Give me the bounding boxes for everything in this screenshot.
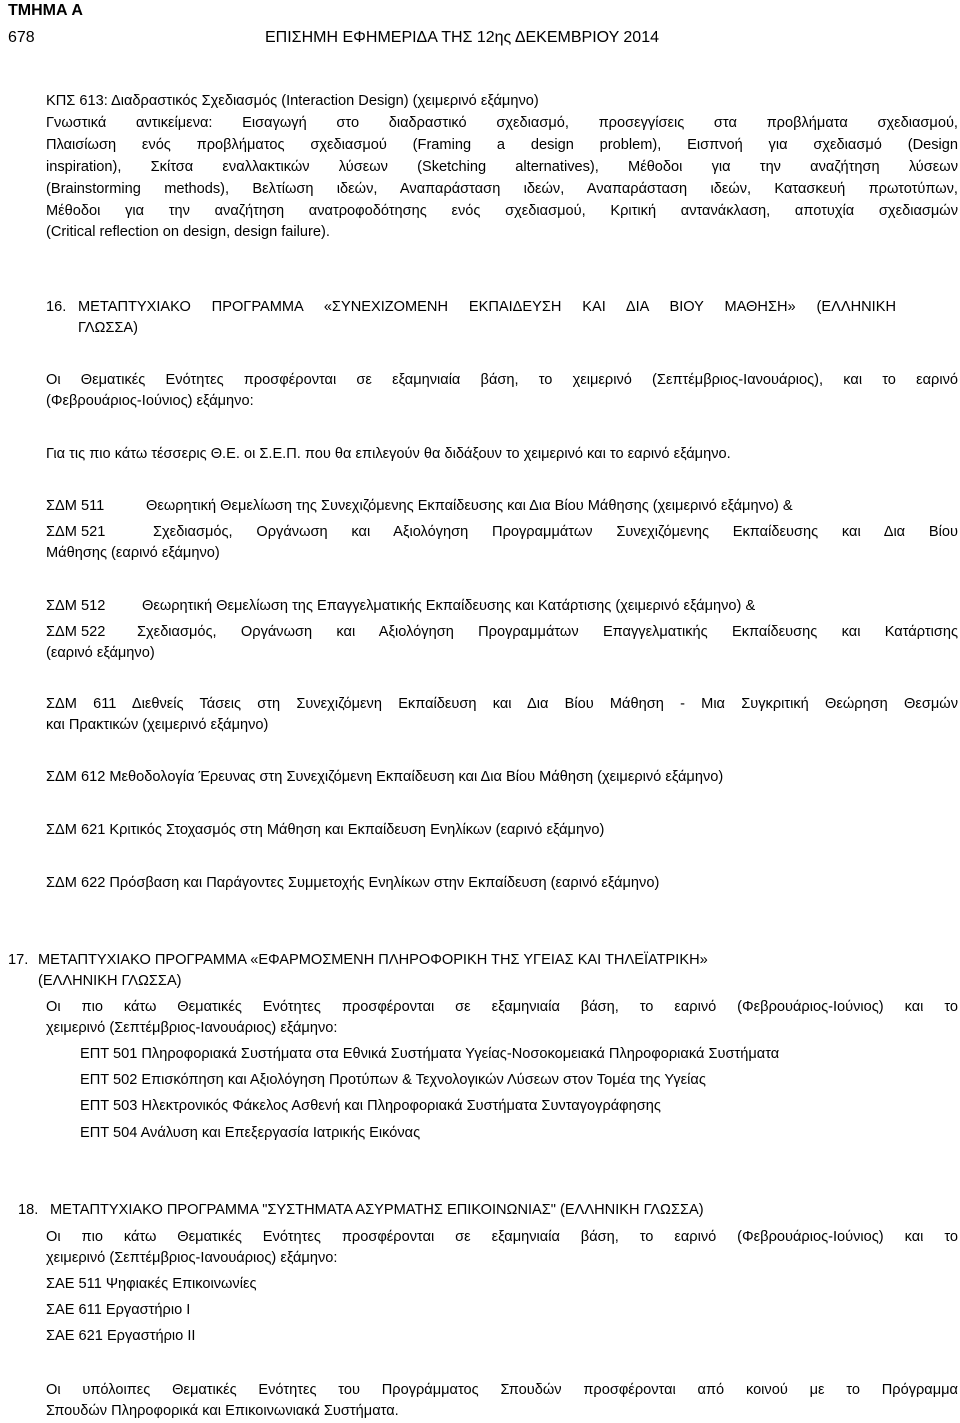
page-number: 678 xyxy=(8,29,35,46)
course-item: ΣΔΜ 622 Πρόσβαση και Παράγοντες Συμμετοχής Ενηλίκων στην Εκπαίδευση (εαρινό εξάμηνο) xyxy=(46,875,660,891)
course-item-cont: και Πρακτικών (χειμερινό εξάμηνο) xyxy=(46,717,269,733)
section-note: Για τις πιο κάτω τέσσερις Θ.Ε. οι Σ.Ε.Π. που θα επιλεγούν θα διδάξουν το χειμερινό και το εαρινό εξάμηνο. xyxy=(46,446,731,462)
course-code: ΣΔΜ 522 xyxy=(46,624,106,640)
section-intro: Οι πιο κάτω Θεματικές Ενότητες προσφέρονται σε εξαμηνιαία βάση, το εαρινό (Φεβρουάριος-Ιούνιος) και το xyxy=(46,999,958,1015)
section-title-line: ΜΕΤΑΠΤΥΧΙΑΚΟ ΠΡΟΓΡΑΜΜΑ «ΣΥΝΕΧΙΖΟΜΕΝΗ ΕΚΠΑΙΔΕΥΣΗ ΚΑΙ ΔΙΑ ΒΙΟΥ ΜΑΘΗΣΗ» (ΕΛΛΗΝΙΚΗ xyxy=(78,299,896,315)
section-number: 18. xyxy=(18,1202,39,1218)
section-number: 16. xyxy=(46,299,67,315)
kps613-line: inspiration), Σκίτσα εναλλακτικών λύσεων (Sketching alternatives), Μέθοδοι για την αναζήτηση λύσεων xyxy=(46,159,958,175)
course-code: ΣΔΜ 521 xyxy=(46,524,106,540)
section-intro: χειμερινό (Σεπτέμβριος-Ιανουάριος) εξάμηνο: xyxy=(46,1250,338,1266)
course-item: ΣΔΜ 612 Μεθοδολογία Έρευνας στη Συνεχιζόμενη Εκπαίδευση και Δια Βίου Μάθηση (χειμερινό εξάμηνο) xyxy=(46,769,724,785)
course-text-cont: Μάθησης (εαρινό εξάμηνο) xyxy=(46,545,220,561)
closing-text: Σπουδών Πληροφορικά και Επικοινωνιακά Συστήματα. xyxy=(46,1403,399,1419)
section-title-line: ΓΛΩΣΣΑ) xyxy=(78,320,138,336)
course-item: ΣΑΕ 611 Εργαστήριο Ι xyxy=(46,1302,191,1318)
kps613-line: Πλαισίωση ενός προβλήματος σχεδιασμού (Framing a design problem), Εισπνοή για σχεδιασμό (Design xyxy=(46,137,958,153)
course-item: ΕΠΤ 504 Ανάλυση και Επεξεργασία Ιατρικής Εικόνας xyxy=(80,1125,421,1141)
course-title-kps613: ΚΠΣ 613: Διαδραστικός Σχεδιασμός (Interaction Design) (χειμερινό εξάμηνο) xyxy=(46,93,539,109)
section-intro: χειμερινό (Σεπτέμβριος-Ιανουάριος) εξάμηνο: xyxy=(46,1020,338,1036)
kps613-line: (Critical reflection on design, design failure). xyxy=(46,224,330,240)
course-item: ΣΑΕ 621 Εργαστήριο ΙΙ xyxy=(46,1328,196,1344)
closing-text: Οι υπόλοιπες Θεματικές Ενότητες του Προγράμματος Σπουδών προσφέρονται από κοινού με το Πρόγραμμα xyxy=(46,1382,958,1398)
section-title-line: ΜΕΤΑΠΤΥΧΙΑΚΟ ΠΡΟΓΡΑΜΜΑ «ΕΦΑΡΜΟΣΜΕΝΗ ΠΛΗΡΟΦΟΡΙΚΗ ΤΗΣ ΥΓΕΙΑΣ ΚΑΙ ΤΗΛΕΪΑΤΡΙΚΗ» xyxy=(38,952,708,968)
section-intro: Οι Θεματικές Ενότητες προσφέρονται σε εξαμηνιαία βάση, το χειμερινό (Σεπτέμβριος-Ιανουάριος), και το εαρινό xyxy=(46,372,958,388)
kps613-line: Μέθοδοι για την αναζήτηση ανατροφοδότησης ενός σχεδιασμού, Κριτική αντανάκλαση, αποτυχία σχεδιασμών xyxy=(46,203,958,219)
course-text: Θεωρητική Θεμελίωση της Συνεχιζόμενης Εκπαίδευσης και Δια Βίου Μάθησης (χειμερινό εξάμηνο) & xyxy=(146,498,793,514)
section-title-line: (ΕΛΛΗΝΙΚΗ ΓΛΩΣΣΑ) xyxy=(38,973,182,989)
course-text: Σχεδιασμός, Οργάνωση και Αξιολόγηση Προγραμμάτων Συνεχιζόμενης Εκπαίδευσης και Δια Βίου xyxy=(153,524,958,540)
course-item: ΕΠΤ 503 Ηλεκτρονικός Φάκελος Ασθενή και Πληροφοριακά Συστήματα Συνταγογράφησης xyxy=(80,1098,661,1114)
journal-title: ΕΠΙΣΗΜΗ ΕΦΗΜΕΡΙΔΑ ΤΗΣ 12ης ΔΕΚΕΜΒΡΙΟΥ 2014 xyxy=(265,29,659,46)
section-title xyxy=(78,297,896,319)
course-item: ΕΠΤ 501 Πληροφοριακά Συστήματα στα Εθνικά Συστήματα Υγείας-Νοσοκομειακά Πληροφοριακά Συστήματα xyxy=(80,1046,780,1062)
section-intro: (Φεβρουάριος-Ιούνιος) εξάμηνο: xyxy=(46,393,254,409)
course-item: ΣΑΕ 511 Ψηφιακές Επικοινωνίες xyxy=(46,1276,257,1292)
course-code: ΣΔΜ 512 xyxy=(46,598,106,614)
section-label: ΤΜΗΜΑ Α xyxy=(8,2,83,19)
course-text-cont: (εαρινό εξάμηνο) xyxy=(46,645,155,661)
course-item: ΣΔΜ 621 Κριτικός Στοχασμός στη Μάθηση και Εκπαίδευση Ενηλίκων (εαρινό εξάμηνο) xyxy=(46,822,605,838)
course-text: Σχεδιασμός, Οργάνωση και Αξιολόγηση Προγραμμάτων Επαγγελματικής Εκπαίδευσης και Κατάρτισης xyxy=(137,624,958,640)
section-number: 17. xyxy=(8,952,29,968)
course-item: ΕΠΤ 502 Επισκόπηση και Αξιολόγηση Προτύπων & Τεχνολογικών Λύσεων στον Τομέα της Υγείας xyxy=(80,1072,706,1088)
section-intro: Οι πιο κάτω Θεματικές Ενότητες προσφέρονται σε εξαμηνιαία βάση, το εαρινό (Φεβρουάριος-Ιούνιος) και το xyxy=(46,1229,958,1245)
kps613-line: (Brainstorming methods), Βελτίωση ιδεών, Αναπαράσταση ιδεών, Αναπαράσταση ιδεών, Κατασκευή πρωτοτύπων, xyxy=(46,181,958,197)
course-text: Θεωρητική Θεμελίωση της Επαγγελματικής Εκπαίδευσης και Κατάρτισης (χειμερινό εξάμηνο) & xyxy=(142,598,756,614)
course-item: ΣΔΜ 611 Διεθνείς Τάσεις στη Συνεχιζόμενη Εκπαίδευση και Δια Βίου Μάθηση - Μια Συγκριτική Θεώρηση Θεσμών xyxy=(46,696,958,712)
course-code: ΣΔΜ 511 xyxy=(46,498,105,514)
section-title: ΜΕΤΑΠΤΥΧΙΑΚΟ ΠΡΟΓΡΑΜΜΑ "ΣΥΣΤΗΜΑΤΑ ΑΣΥΡΜΑΤΗΣ ΕΠΙΚΟΙΝΩΝΙΑΣ" (ΕΛΛΗΝΙΚΗ ΓΛΩΣΣΑ) xyxy=(50,1202,704,1218)
kps613-line: Γνωστικά αντικείμενα: Εισαγωγή στο διαδραστικό σχεδιασμό, προσεγγίσεις στα προβλήματα σχεδιασμού, xyxy=(46,115,958,131)
